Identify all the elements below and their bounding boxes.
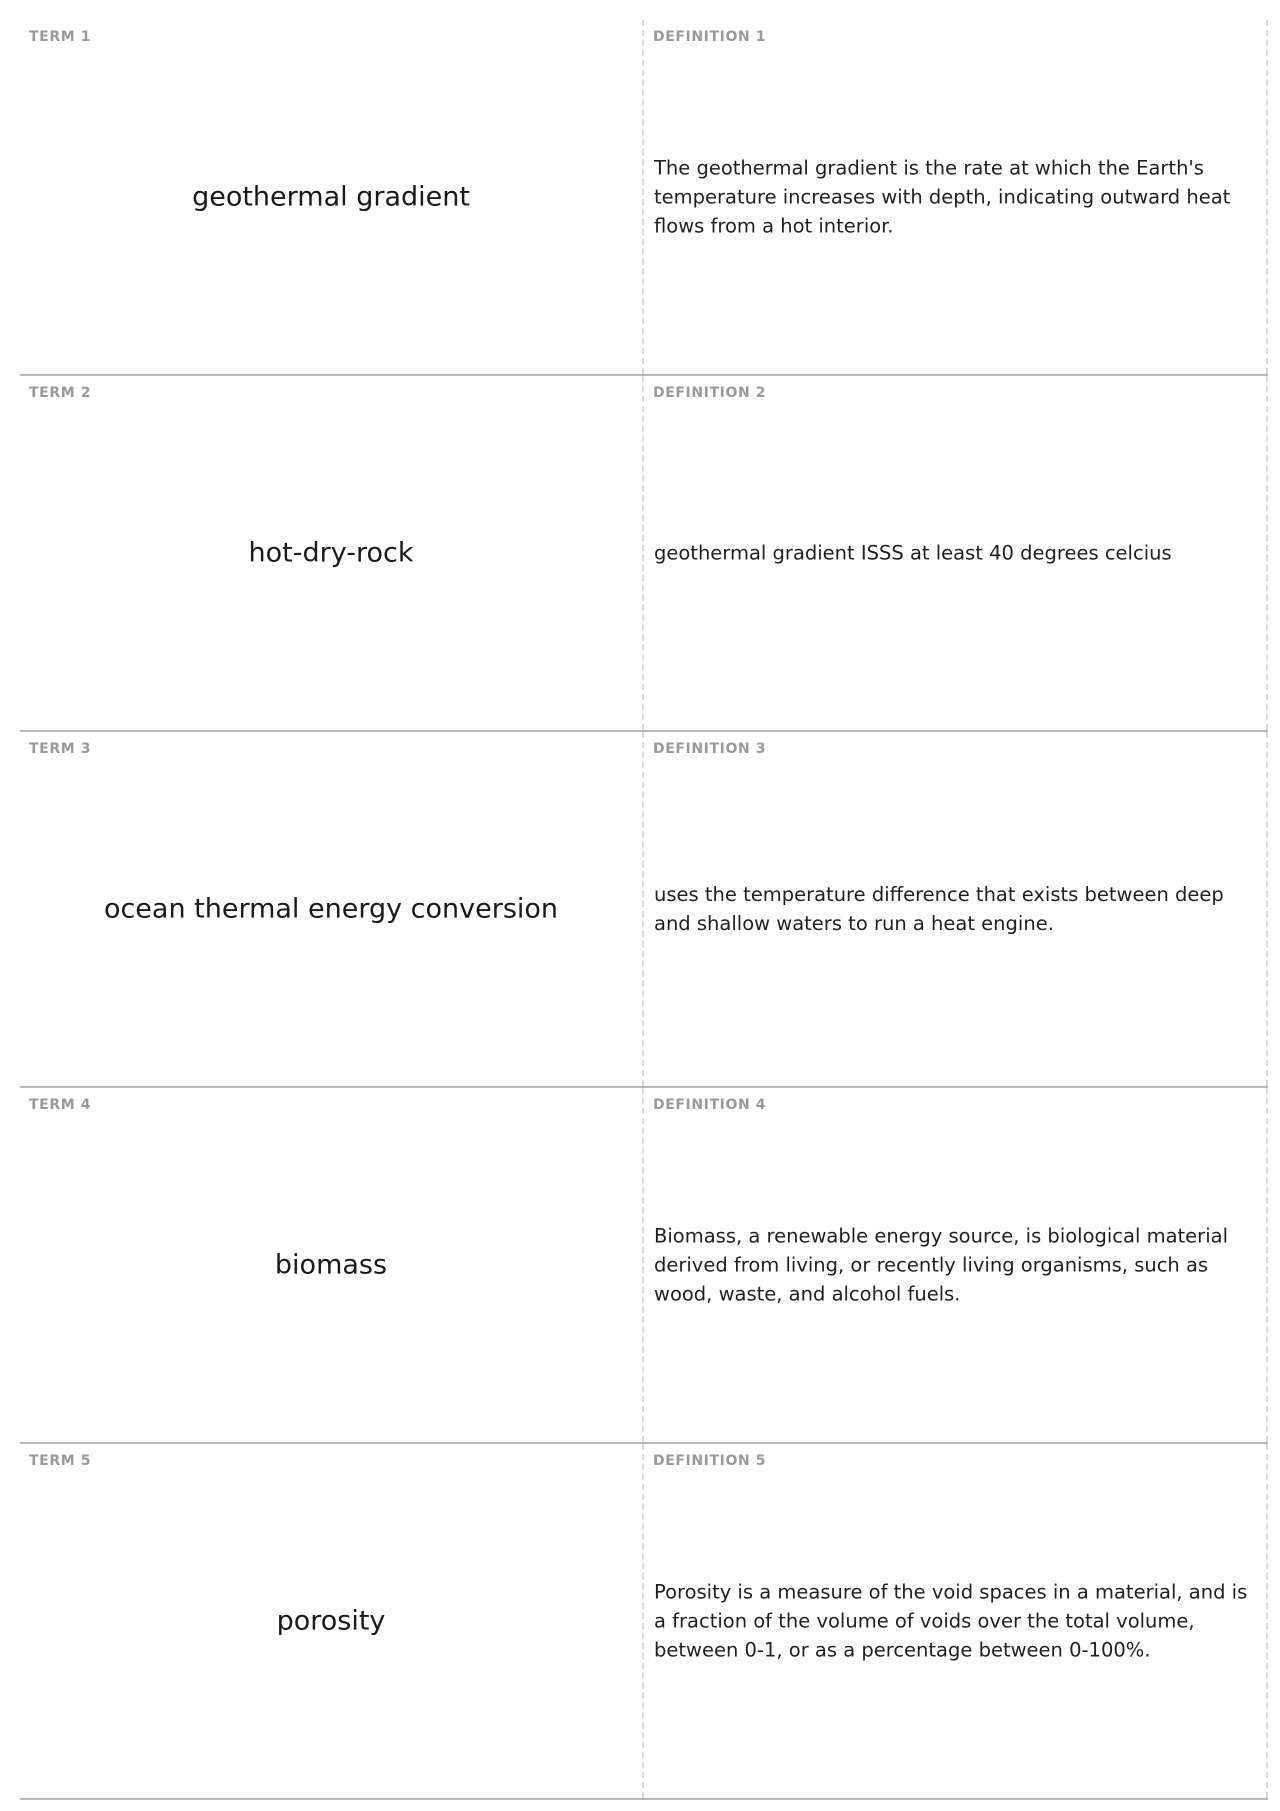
flashcard-row [20,732,1268,1088]
definition-cell [644,1088,1268,1442]
flashcard-row [20,376,1268,732]
term-label: TERM 3 [29,741,92,757]
definition-cell [644,1444,1268,1798]
term-cell [20,20,644,374]
term-cell [20,376,644,730]
flashcard-sheet [20,20,1268,1800]
definition-text: geothermal gradient ISSS at least 40 degrees celcius [654,541,1172,565]
definition-label: DEFINITION 3 [653,741,767,757]
definition-label: DEFINITION 4 [653,1097,767,1113]
definition-text: The geothermal gradient is the rate at which the Earth's temperature increases with depth, indicating outward heat flows from a hot interior. [654,156,1231,238]
term-cell [20,1444,644,1798]
flashcard-row [20,1444,1268,1800]
term-label: TERM 5 [29,1453,92,1469]
flashcard-row [20,1088,1268,1444]
term-label: TERM 1 [29,29,92,45]
term-text: geothermal gradient [192,181,470,213]
flashcard-row [20,20,1268,376]
term-text: porosity [276,1605,386,1637]
term-text: biomass [274,1249,388,1281]
definition-text: uses the temperature difference that exists between deep and shallow waters to run a heat engine. [654,883,1224,935]
term-text: ocean thermal energy conversion [103,893,559,925]
term-cell [20,732,644,1086]
definition-cell [644,732,1268,1086]
term-text: hot-dry-rock [248,537,414,569]
definition-label: DEFINITION 1 [653,29,767,45]
definition-text: Porosity is a measure of the void spaces in a material, and is a fraction of the volume of voids over the total volume, between 0-1, or as a percentage between 0-100%. [654,1580,1248,1662]
definition-cell [644,376,1268,730]
term-label: TERM 2 [29,385,92,401]
term-label: TERM 4 [29,1097,92,1113]
term-cell [20,1088,644,1442]
definition-text: Biomass, a renewable energy source, is biological material derived from living, or recently living organisms, such as wood, waste, and alcohol fuels. [654,1224,1228,1306]
definition-label: DEFINITION 2 [653,385,767,401]
definition-cell [644,20,1268,374]
definition-label: DEFINITION 5 [653,1453,767,1469]
